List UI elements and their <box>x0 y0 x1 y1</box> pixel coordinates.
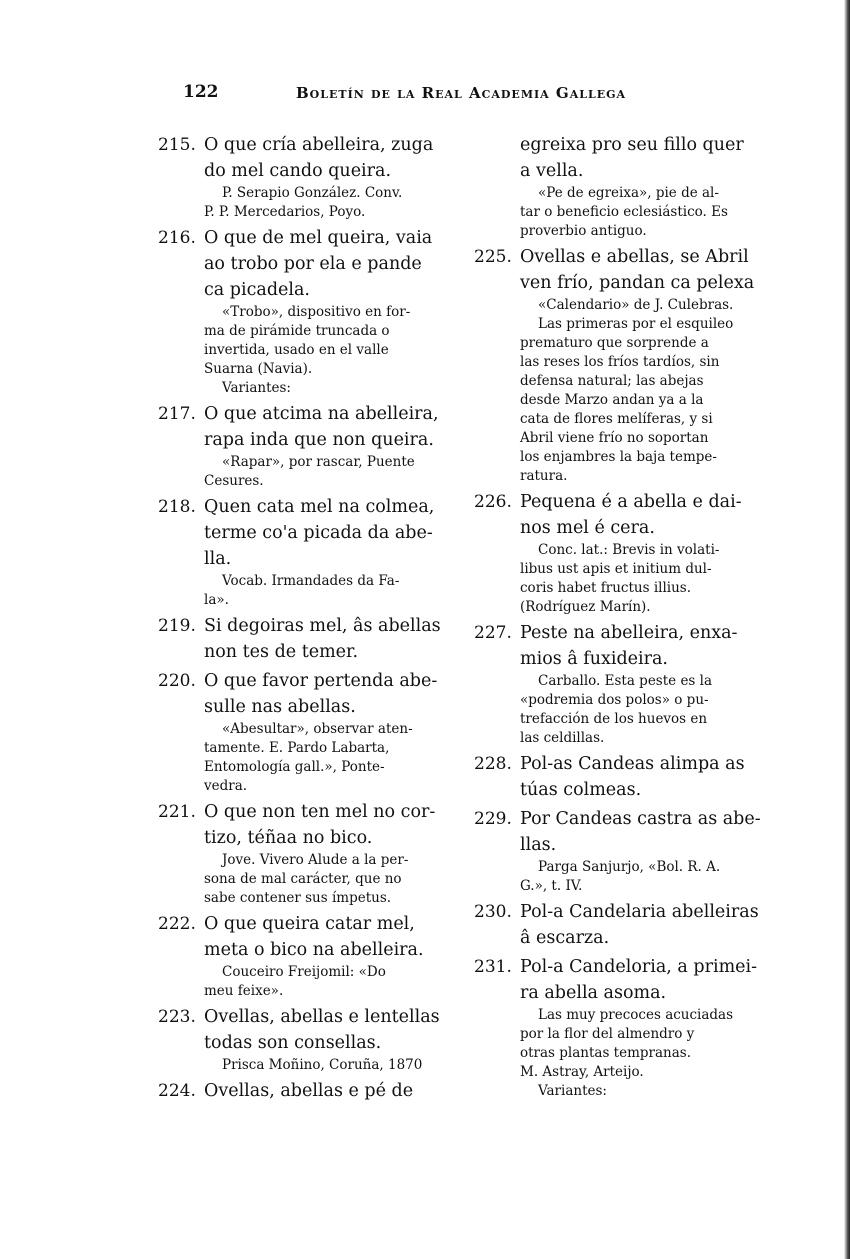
note-line: (Rodríguez Marín). <box>520 599 651 615</box>
note-paragraph <box>520 315 764 486</box>
note-paragraph <box>204 1056 448 1075</box>
proverb-entry <box>158 401 448 491</box>
note-line: sabe contener sus ímpetus. <box>204 890 392 906</box>
entry-body <box>204 1004 448 1075</box>
note-line: la». <box>204 592 229 608</box>
entry-number: 218. <box>158 497 196 517</box>
note-line: «podremia dos polos» o pu- <box>520 692 709 708</box>
note-line: proverbio antiguo. <box>520 223 647 239</box>
proverb-entry <box>158 494 448 610</box>
note-line: desde Marzo andan ya a la <box>520 392 704 408</box>
right-column <box>474 132 764 1104</box>
note-line: «Rapar», por rascar, Puente <box>222 454 415 470</box>
note-line: ma de pirámide truncada o <box>204 323 390 339</box>
entry-body <box>204 911 448 1001</box>
note-line: vedra. <box>204 778 248 794</box>
proverb-line: túas colmeas. <box>520 780 642 800</box>
note-line: Las primeras por el esquileo <box>538 316 734 332</box>
proverb-line: Ovellas, abellas e lentellas <box>204 1007 440 1027</box>
proverb-entry <box>158 1004 448 1075</box>
proverb-line: O que de mel queira, vaia <box>204 228 433 248</box>
note-paragraph <box>204 184 448 222</box>
note-line: coris habet fructus illius. <box>520 580 691 596</box>
entry-body <box>520 751 764 803</box>
note-paragraph <box>520 672 764 748</box>
entry-number: 231. <box>474 957 512 977</box>
proverb-line: Si degoiras mel, âs abellas <box>204 616 441 636</box>
proverb-entry <box>158 1078 448 1104</box>
note-line: las reses los fríos tardíos, sin <box>520 354 720 370</box>
proverb-line: O que queira catar mel, <box>204 914 415 934</box>
note-line: tar o beneficio eclesiástico. Es <box>520 204 728 220</box>
note-paragraph <box>204 453 448 491</box>
proverb-entry <box>474 806 764 896</box>
entry-body <box>204 613 448 665</box>
note-line: invertida, usado en el valle <box>204 342 389 358</box>
note-line: Las muy precoces acuciadas <box>538 1007 734 1023</box>
note-line: Cesures. <box>204 473 264 489</box>
left-column <box>158 132 448 1107</box>
note-line: Carballo. Esta peste es la <box>538 673 713 689</box>
note-paragraph <box>520 1006 764 1082</box>
proverb-line: ra abella asoma. <box>520 983 667 1003</box>
page-number: 122 <box>183 82 219 102</box>
entry-body <box>520 899 764 951</box>
note-line: «Abesultar», observar aten- <box>222 721 413 737</box>
proverb-line: Pol-as Candeas alimpa as <box>520 754 745 774</box>
entry-number: 222. <box>158 914 196 934</box>
note-line: otras plantas tempranas. <box>520 1045 691 1061</box>
proverb-line: tizo, téñaa no bico. <box>204 828 373 848</box>
note-line: Jove. Vivero Alude a la per- <box>222 852 409 868</box>
entry-number: 226. <box>474 492 512 512</box>
proverb-line: sulle nas abellas. <box>204 697 356 717</box>
proverb-entry <box>158 132 448 222</box>
proverb-entry <box>158 911 448 1001</box>
proverb-entry <box>474 244 764 486</box>
entry-body <box>204 401 448 491</box>
proverb-line: rapa inda que non queira. <box>204 430 434 450</box>
entry-number: 220. <box>158 671 196 691</box>
note-line: M. Astray, Arteijo. <box>520 1064 644 1080</box>
note-line: meu feixe». <box>204 983 284 999</box>
note-paragraph <box>520 541 764 617</box>
note-line: prematuro que sorprende a <box>520 335 709 351</box>
proverb-entry <box>474 954 764 1101</box>
entry-body <box>520 806 764 896</box>
proverb-line: Pequena é a abella e dai- <box>520 492 742 512</box>
proverb-line: egreixa pro seu fillo quer <box>520 135 744 155</box>
proverb-line: O que cría abelleira, zuga <box>204 135 434 155</box>
proverb-entry <box>474 899 764 951</box>
note-line: trefacción de los huevos en <box>520 711 708 727</box>
note-line: Abril viene frío no soportan <box>520 430 709 446</box>
note-paragraph <box>204 572 448 610</box>
page-edge-shadow <box>844 0 850 1259</box>
note-line: Entomología gall.», Ponte- <box>204 759 385 775</box>
entry-body <box>520 489 764 617</box>
proverb-line: nos mel é cera. <box>520 518 655 538</box>
proverb-line: non tes de temer. <box>204 642 359 662</box>
proverb-line: O que non ten mel no cor- <box>204 802 436 822</box>
note-paragraph <box>520 296 764 315</box>
entry-number: 219. <box>158 616 196 636</box>
entry-body <box>204 799 448 908</box>
proverb-line: Pol-a Candelaria abelleiras <box>520 902 759 922</box>
note-paragraph <box>520 858 764 896</box>
proverb-line: llas. <box>520 835 557 855</box>
note-paragraph <box>204 963 448 1001</box>
proverb-line: Por Candeas castra as abe- <box>520 809 761 829</box>
note-line: «Calendario» de J. Culebras. <box>538 297 734 313</box>
entry-body <box>204 668 448 796</box>
proverb-entry <box>474 751 764 803</box>
proverb-entry <box>474 489 764 617</box>
entry-body <box>204 1078 448 1104</box>
entry-number: 215. <box>158 135 196 155</box>
entry-number: 229. <box>474 809 512 829</box>
entry-body <box>204 225 448 398</box>
note-line: Conc. lat.: Brevis in volati- <box>538 542 720 558</box>
proverb-line: a vella. <box>520 161 584 181</box>
proverb-line: mios â fuxideira. <box>520 649 668 669</box>
proverb-entry <box>158 613 448 665</box>
proverb-line: O que favor pertenda abe- <box>204 671 438 691</box>
entry-number: 225. <box>474 247 512 267</box>
note-paragraph <box>520 184 764 241</box>
note-paragraph <box>204 379 448 398</box>
entry-number: 230. <box>474 902 512 922</box>
running-header: Boletín de la Real Academia Gallega <box>296 84 627 102</box>
note-line: Variantes: <box>222 380 291 396</box>
proverb-line: lla. <box>204 549 232 569</box>
note-line: Variantes: <box>538 1083 607 1099</box>
proverb-line: Ovellas e abellas, se Abril <box>520 247 749 267</box>
entry-number: 227. <box>474 623 512 643</box>
proverb-line: ven frío, pandan ca pelexa <box>520 273 755 293</box>
entry-body <box>520 244 764 486</box>
proverb-line: Quen cata mel na colmea, <box>204 497 435 517</box>
proverb-line: Peste na abelleira, enxa- <box>520 623 738 643</box>
note-line: G.», t. IV. <box>520 878 583 894</box>
entry-body <box>520 954 764 1101</box>
note-line: tamente. E. Pardo Labarta, <box>204 740 390 756</box>
entry-number: 223. <box>158 1007 196 1027</box>
proverb-line: do mel cando queira. <box>204 161 392 181</box>
proverb-line: ao trobo por ela e pande <box>204 254 422 274</box>
entry-number: 216. <box>158 228 196 248</box>
proverb-line: â escarza. <box>520 928 610 948</box>
note-line: Couceiro Freijomil: «Do <box>222 964 386 980</box>
proverb-entry <box>158 668 448 796</box>
note-line: Vocab. Irmandades da Fa- <box>222 573 400 589</box>
entry-body <box>204 494 448 610</box>
note-line: Suarna (Navia). <box>204 361 313 377</box>
entry-body <box>204 132 448 222</box>
note-line: P. P. Mercedarios, Poyo. <box>204 204 366 220</box>
proverb-line: Ovellas, abellas e pé de <box>204 1081 414 1101</box>
proverb-line: O que atcima na abelleira, <box>204 404 439 424</box>
note-paragraph <box>204 303 448 379</box>
note-paragraph <box>520 1082 764 1101</box>
entry-number: 217. <box>158 404 196 424</box>
note-line: defensa natural; las abejas <box>520 373 704 389</box>
proverb-line: todas son consellas. <box>204 1033 382 1053</box>
proverb-line: Pol-a Candeloria, a primei- <box>520 957 758 977</box>
note-line: los enjambres la baja tempe- <box>520 449 717 465</box>
proverb-entry <box>474 620 764 748</box>
note-line: Parga Sanjurjo, «Bol. R. A. <box>538 859 721 875</box>
note-paragraph <box>204 851 448 908</box>
note-line: por la flor del almendro y <box>520 1026 695 1042</box>
entry-body <box>520 132 764 241</box>
note-line: «Pe de egreixa», pie de al- <box>538 185 719 201</box>
proverb-entry <box>158 225 448 398</box>
note-line: ratura. <box>520 468 568 484</box>
note-line: Prisca Moñino, Coruña, 1870 <box>222 1057 423 1073</box>
proverb-line: meta o bico na abelleira. <box>204 940 424 960</box>
note-line: las celdillas. <box>520 730 605 746</box>
proverb-line: terme co'a picada da abe- <box>204 523 433 543</box>
entry-number: 228. <box>474 754 512 774</box>
proverb-entry <box>474 132 764 241</box>
entry-body <box>520 620 764 748</box>
note-paragraph <box>204 720 448 796</box>
proverb-entry <box>158 799 448 908</box>
note-line: libus ust apis et initium dul- <box>520 561 712 577</box>
note-line: «Trobo», dispositivo en for- <box>222 304 411 320</box>
entry-number: 221. <box>158 802 196 822</box>
note-line: P. Serapio González. Conv. <box>222 185 403 201</box>
note-line: cata de flores melíferas, y si <box>520 411 713 427</box>
note-line: sona de mal carácter, que no <box>204 871 402 887</box>
entry-number: 224. <box>158 1081 196 1101</box>
proverb-line: ca picadela. <box>204 280 310 300</box>
